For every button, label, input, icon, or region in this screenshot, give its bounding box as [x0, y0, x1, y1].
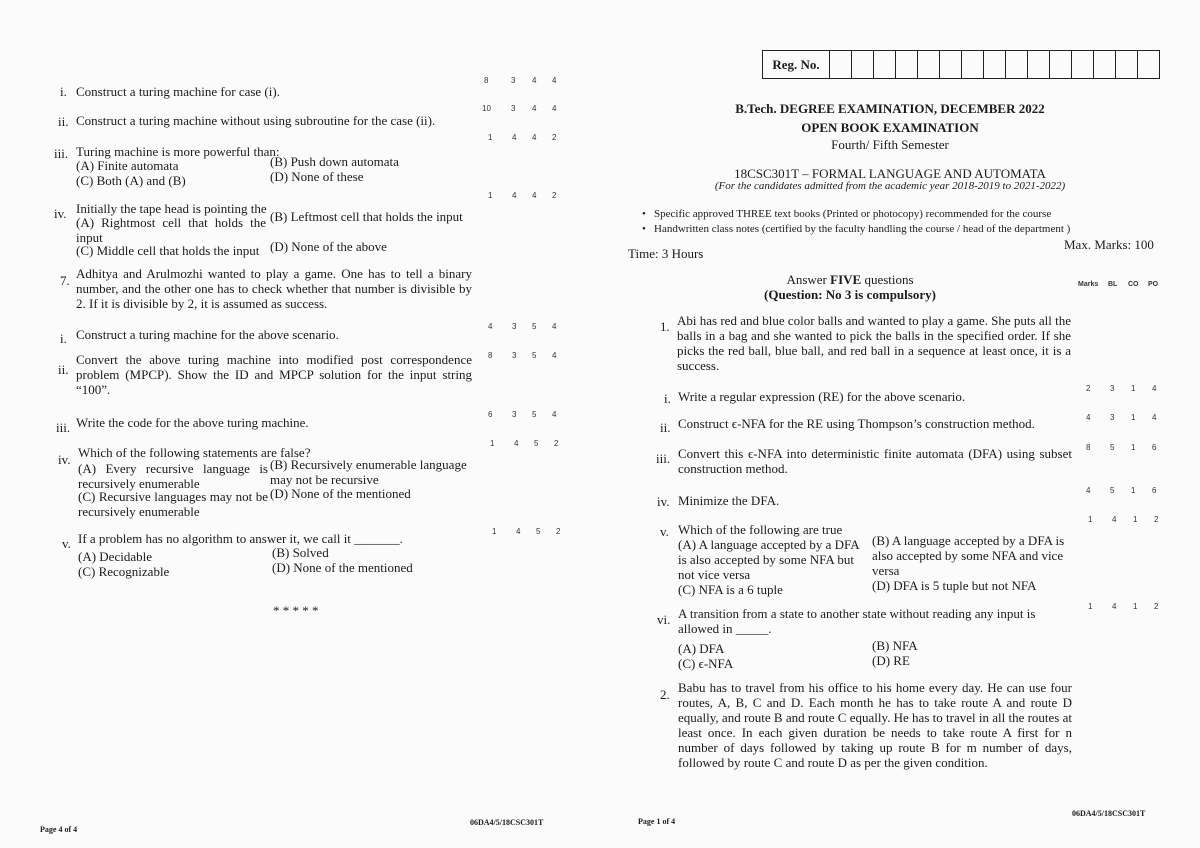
option-a: (A) Rightmost cell that holds the input — [76, 215, 266, 245]
option-b: (B) NFA — [872, 638, 918, 653]
option-d: (D) DFA is 5 tuple but not NFA — [872, 578, 1037, 593]
reg-no-cell[interactable] — [1006, 51, 1028, 78]
option-b: (B) Recursively enumerable language may not be recursive — [270, 457, 467, 487]
reg-no-cell[interactable] — [874, 51, 896, 78]
q2-text: Babu has to travel from his office to his home every day. He can use four routes, A, B, C and D. Each month he has to take route A and route D equally, and route B and route C equally. He has to travel in all the routes at least once. In each given duration be needs to take route A first for n number of days followed by taking up route B for m number of days, followed by route C and route D as per the given condition. — [678, 680, 1072, 770]
marks: 1 — [1088, 602, 1093, 611]
q6-iii-number: iii. — [54, 146, 69, 161]
option-a: (A) A language accepted by a DFA is also accepted by some NFA but not vice versa — [678, 537, 859, 582]
reg-no-cell[interactable] — [1094, 51, 1116, 78]
option-d: (D) None of these — [270, 169, 364, 184]
answer-post: questions — [861, 272, 914, 287]
q1-i-text: Write a regular expression (RE) for the above scenario. — [678, 389, 966, 404]
po-header: PO — [1148, 281, 1159, 288]
marks: 10 — [482, 104, 491, 113]
marks: 8 — [488, 351, 493, 360]
paper-code-right: 06DA4/5/18CSC301T — [1072, 809, 1146, 818]
end-marker: * * * * * — [273, 603, 319, 618]
q1-ii-text: Construct ϵ-NFA for the RE using Thompson’s construction method. — [678, 416, 1035, 431]
option-c: (C) Recursive languages may not be recursively enumerable — [78, 489, 268, 519]
marks: 1 — [488, 133, 493, 142]
reg-no-cell[interactable] — [918, 51, 940, 78]
reg-no-cell[interactable] — [830, 51, 852, 78]
po: 4 — [552, 76, 557, 85]
q1-iv-text: Minimize the DFA. — [678, 493, 780, 508]
marks: 1 — [488, 191, 493, 200]
po: 4 — [552, 104, 557, 113]
po: 6 — [1152, 486, 1157, 495]
co: 5 — [536, 527, 541, 536]
co: 4 — [532, 191, 537, 200]
po: 6 — [1152, 443, 1157, 452]
answer-instruction — [760, 272, 940, 287]
po: 4 — [1152, 384, 1157, 393]
option-d: (D) None of the above — [270, 239, 387, 254]
reg-no-cell[interactable] — [1072, 51, 1094, 78]
marks: 1 — [490, 439, 495, 448]
option-d: (D) None of the mentioned — [270, 486, 411, 501]
option-a: (A) Finite automata — [76, 158, 179, 173]
rule-item: • Specific approved THREE text books (Printed or photocopy) recommended for the course — [654, 208, 1114, 220]
co: 5 — [534, 439, 539, 448]
marks: 8 — [1086, 443, 1091, 452]
po: 2 — [1154, 515, 1159, 524]
co: 5 — [532, 410, 537, 419]
option-c: (C) Both (A) and (B) — [76, 173, 186, 188]
semester: Fourth/ Fifth Semester — [831, 137, 949, 152]
bl: 5 — [1110, 443, 1115, 452]
q1-iv-number: iv. — [657, 494, 670, 509]
reg-no-cell[interactable] — [1028, 51, 1050, 78]
max-marks: Max. Marks: 100 — [1064, 237, 1154, 252]
co: 4 — [532, 104, 537, 113]
po: 4 — [1152, 413, 1157, 422]
q1-ii-number: ii. — [660, 420, 671, 435]
q6-i-number: i. — [60, 84, 67, 99]
po: 2 — [554, 439, 559, 448]
q6-iii-text: Turing machine is more powerful than: — [76, 144, 280, 159]
marks: 1 — [1088, 515, 1093, 524]
option-b: (B) Leftmost cell that holds the input — [270, 209, 463, 224]
q7-v-number: v. — [62, 536, 71, 551]
bl: 4 — [514, 439, 519, 448]
q7-i-text: Construct a turing machine for the above scenario. — [76, 327, 339, 342]
time-label: Time: 3 Hours — [628, 246, 704, 261]
co: 1 — [1131, 486, 1136, 495]
marks: 2 — [1086, 384, 1091, 393]
option-a: (A) Decidable — [78, 549, 152, 564]
page-number-right: Page 1 of 4 — [638, 817, 676, 826]
q2-number: 2. — [660, 687, 670, 702]
q6-i-text: Construct a turing machine for case (i). — [76, 84, 280, 99]
bl: 5 — [1110, 486, 1115, 495]
marks: 1 — [492, 527, 497, 536]
reg-no-cell[interactable] — [896, 51, 918, 78]
marks: 4 — [1086, 486, 1091, 495]
option-c: (C) NFA is a 6 tuple — [678, 582, 783, 597]
marks: 6 — [488, 410, 493, 419]
bl: 3 — [512, 410, 517, 419]
po: 4 — [552, 322, 557, 331]
co: 1 — [1131, 413, 1136, 422]
q7-iv-text: Which of the following statements are false? — [78, 445, 311, 460]
reg-no-cell[interactable] — [962, 51, 984, 78]
po: 4 — [552, 410, 557, 419]
bl: 3 — [512, 322, 517, 331]
co: 1 — [1133, 602, 1138, 611]
q6-ii-text: Construct a turing machine without using subroutine for the case (ii). — [76, 113, 436, 128]
q1-v-number: v. — [660, 524, 669, 539]
q1-i-number: i. — [664, 391, 671, 406]
exam-type: OPEN BOOK EXAMINATION — [801, 120, 979, 135]
q7-iii-number: iii. — [56, 420, 71, 435]
bl: 4 — [1112, 602, 1117, 611]
answer-count: FIVE — [830, 272, 862, 287]
q7-iii-text: Write the code for the above turing machine. — [76, 415, 309, 430]
reg-no-label: Reg. No. — [763, 51, 830, 78]
reg-no-cell[interactable] — [984, 51, 1006, 78]
marks: 4 — [488, 322, 493, 331]
po: 2 — [552, 133, 557, 142]
co: 4 — [532, 133, 537, 142]
co: 5 — [532, 351, 537, 360]
option-c: (C) ϵ-NFA — [678, 656, 734, 671]
bl: 3 — [511, 76, 516, 85]
reg-no-cell[interactable] — [1116, 51, 1138, 78]
option-a: (A) Every recursive language is recursively enumerable — [78, 461, 268, 491]
option-b: (B) Push down automata — [270, 154, 399, 169]
q7-v-text: If a problem has no algorithm to answer it, we call it _______. — [78, 531, 403, 546]
q1-iii-number: iii. — [656, 451, 671, 466]
q7-text: Adhitya and Arulmozhi wanted to play a game. One has to tell a binary number, and the other one has to check whether that number is divisible by 2. If it is divisible by 2, it is assumed as success. — [76, 266, 472, 311]
reg-no-cell[interactable] — [940, 51, 962, 78]
marks: 4 — [1086, 413, 1091, 422]
q7-i-number: i. — [60, 331, 67, 346]
bl: 3 — [512, 351, 517, 360]
bl: 4 — [1112, 515, 1117, 524]
rule-item: • Handwritten class notes (certified by the faculty handling the course / head of the department ) — [654, 223, 1124, 235]
q6-ii-number: ii. — [58, 114, 69, 129]
course-title: 18CSC301T – FORMAL LANGUAGE AND AUTOMATA — [734, 166, 1046, 181]
bl: 3 — [1110, 384, 1115, 393]
paper-code-left: 06DA4/5/18CSC301T — [470, 818, 544, 827]
q1-vi-text: A transition from a state to another state without reading any input is allowed in _____. — [678, 606, 1036, 636]
q7-ii-number: ii. — [58, 362, 69, 377]
co: 1 — [1131, 384, 1136, 393]
option-d: (D) None of the mentioned — [272, 560, 413, 575]
q6-iv-number: iv. — [54, 206, 67, 221]
exam-title: B.Tech. DEGREE EXAMINATION, DECEMBER 2022 — [735, 101, 1045, 116]
marks-header: Marks — [1078, 281, 1099, 288]
co: 5 — [532, 322, 537, 331]
po: 2 — [1154, 602, 1159, 611]
co: 1 — [1131, 443, 1136, 452]
co: 4 — [532, 76, 537, 85]
q7-number: 7. — [60, 273, 70, 288]
po: 2 — [556, 527, 561, 536]
bl-header: BL — [1108, 281, 1118, 288]
option-b: (B) Solved — [272, 545, 329, 560]
option-d: (D) RE — [872, 653, 910, 668]
reg-no-cell[interactable] — [852, 51, 874, 78]
q1-vi-number: vi. — [657, 612, 671, 627]
bl: 3 — [511, 104, 516, 113]
bl: 4 — [516, 527, 521, 536]
co: 1 — [1133, 515, 1138, 524]
reg-no-box — [762, 50, 1160, 79]
q1-iii-text: Convert this ϵ-NFA into deterministic finite automata (DFA) using subset construction method. — [678, 446, 1072, 476]
answer-pre: Answer — [786, 272, 831, 287]
q6-iv-text: Initially the tape head is pointing the — [76, 201, 267, 216]
reg-no-cell[interactable] — [1138, 51, 1159, 78]
q1-number: 1. — [660, 319, 670, 334]
marks: 8 — [484, 76, 489, 85]
q7-ii-text: Convert the above turing machine into modified post correspondence problem (MPCP). Show the ID and MPCP solution for the input string “100”. — [76, 352, 472, 397]
option-c: (C) Middle cell that holds the input — [76, 243, 260, 258]
course-note: (For the candidates admitted from the academic year 2018-2019 to 2021-2022) — [714, 180, 1066, 192]
option-b: (B) A language accepted by a DFA is also accepted by some NFA and vice versa — [872, 533, 1065, 578]
option-c: (C) Recognizable — [78, 564, 170, 579]
q1-text: Abi has red and blue color balls and wanted to play a game. She puts all the balls in a bag and she wanted to pick the balls in the specified order. If she picks the red ball, blue ball, and red ball in a sequence at least once, it is a success. — [677, 313, 1071, 373]
po: 4 — [552, 351, 557, 360]
po: 2 — [552, 191, 557, 200]
co-header: CO — [1128, 281, 1139, 288]
bl: 4 — [512, 133, 517, 142]
bl: 3 — [1110, 413, 1115, 422]
compulsory-note: (Question: No 3 is compulsory) — [764, 287, 936, 302]
q7-iv-number: iv. — [58, 452, 71, 467]
page-number-left: Page 4 of 4 — [40, 825, 78, 834]
option-a: (A) DFA — [678, 641, 725, 656]
q1-v-text: Which of the following are true — [678, 522, 843, 537]
reg-no-cell[interactable] — [1050, 51, 1072, 78]
bl: 4 — [512, 191, 517, 200]
